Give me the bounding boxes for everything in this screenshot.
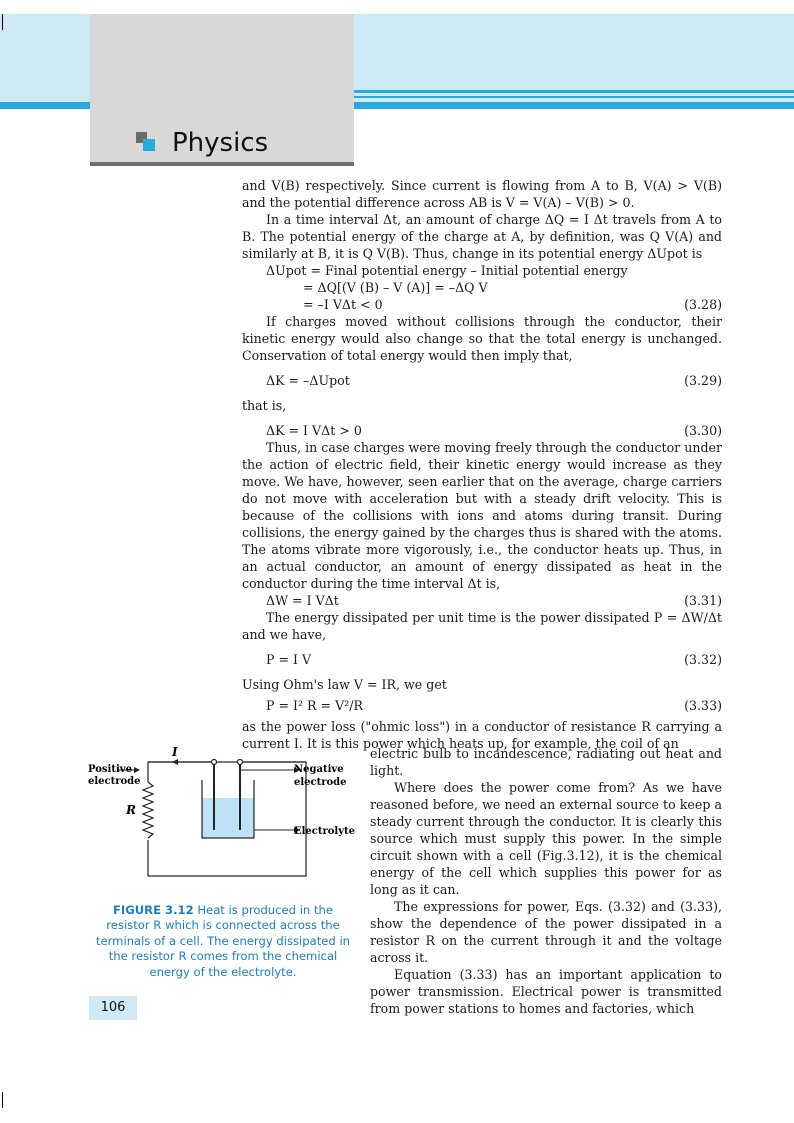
- current-arrow-icon: [172, 759, 178, 765]
- paragraph: electric bulb to incandescence, radiating out heat and light.: [370, 746, 722, 778]
- current-label: I: [172, 745, 178, 759]
- body-text: [242, 177, 722, 752]
- paragraph: The energy dissipated per unit time is the power dissipated P = ΔW/Δt and we have,: [242, 610, 722, 642]
- paragraph: as the power loss ("ohmic loss") in a conductor of resistance R carrying a current I. It is this power which heats up, for example, the coil of an: [242, 719, 722, 751]
- equation: [242, 592, 722, 609]
- figure-caption-text: Heat is produced in the resistor R which is connected across the terminals of a cell. The energy dissipated in the resistor R comes from the chemical energy of the electrolyte.: [95, 903, 351, 979]
- paragraph: that is,: [242, 398, 287, 413]
- equation: [242, 422, 722, 439]
- equation-number: (3.28): [684, 297, 722, 312]
- equation: [242, 279, 722, 296]
- equation-text: = –I VΔt < 0: [303, 297, 383, 312]
- paragraph: The expressions for power, Eqs. (3.32) and (3.33), show the dependence of the power dissipated in a resistor R on the current through it and the voltage across it.: [370, 899, 722, 965]
- equation-number: (3.29): [684, 373, 722, 388]
- electrolyte-label: Electrolyte: [294, 826, 356, 837]
- positive-label: Positive: [88, 764, 132, 775]
- equation-number: (3.31): [684, 593, 722, 608]
- header-rule: [90, 162, 354, 166]
- equation-number: (3.30): [684, 423, 722, 438]
- equation-number: (3.32): [684, 652, 722, 667]
- equation-text: ΔK = I VΔt > 0: [266, 423, 362, 438]
- paragraph: Equation (3.33) has an important application to power transmission. Electrical power is transmitted from power stations to homes and factories, which: [370, 967, 722, 1016]
- header-stripe: [354, 90, 794, 93]
- equation-text: P = I² R = V²/R: [266, 698, 363, 713]
- paragraph: Using Ohm's law V = IR, we get: [242, 677, 447, 692]
- page-number: 106: [89, 996, 137, 1020]
- subject-logo-icon: [136, 132, 156, 152]
- equation-number: (3.33): [684, 698, 722, 713]
- figure-caption-label: FIGURE 3.12: [113, 903, 194, 917]
- paragraph: and V(B) respectively. Since current is flowing from A to B, V(A) > V(B) and the potential difference across AB is V = V(A) – V(B) > 0.: [242, 178, 722, 210]
- equation: [242, 262, 722, 279]
- positive-label: electrode: [88, 776, 141, 787]
- header-stripe: [354, 96, 794, 98]
- equation: [242, 697, 722, 714]
- electrolyte: [202, 798, 254, 838]
- paragraph: In a time interval Δt, an amount of charge ΔQ = I Δt travels from A to B. The potential energy of the charge at A, by definition, was Q V(A) and similarly at B, it is Q V(B). Thus, change in its potential energy ΔUpot is: [242, 212, 722, 261]
- paragraph: If charges moved without collisions through the conductor, their kinetic energy would also change so that the total energy is unchanged. Conservation of total energy would then imply that,: [242, 314, 722, 363]
- equation-text: P = I V: [266, 652, 312, 667]
- equation-text: ΔUpot = Final potential energy – Initial potential energy: [266, 263, 628, 278]
- equation: [242, 296, 722, 313]
- equation-text: ΔK = –ΔUpot: [266, 373, 350, 388]
- crop-mark: [2, 14, 3, 30]
- negative-label: Negative: [294, 764, 344, 775]
- equation-text: = ΔQ[(V (B) – V (A)] = –ΔQ V: [303, 280, 488, 295]
- negative-label: electrode: [294, 777, 347, 788]
- body-text-column: [370, 745, 722, 1017]
- resistor-label: R: [126, 803, 136, 817]
- figure-caption: [94, 903, 352, 980]
- paragraph: Thus, in case charges were moving freely through the conductor under the action of electric field, their kinetic energy would increase as they move. We have, however, seen earlier that on the average, charge carriers do not move with acceleration but with a steady drift velocity. This is because of the collisions with ions and atoms during transit. During collisions, the energy gained by the charges thus is shared with the atoms. The atoms vibrate more vigorously, i.e., the conductor heats up. Thus, in an actual conductor, an amount of energy dissipated as heat in the conductor during the time interval Δt is,: [242, 440, 722, 591]
- equation: [242, 372, 722, 389]
- equation: [242, 651, 722, 668]
- page-title: Physics: [172, 128, 269, 158]
- equation-text: ΔW = I VΔt: [266, 593, 339, 608]
- paragraph: Where does the power come from? As we have reasoned before, we need an external source to keep a steady current through the conductor. It is clearly this source which must supply this power. In the simple circuit shown with a cell (Fig.3.12), it is the chemical energy of the cell which supplies this power for as long as it can.: [370, 780, 722, 897]
- crop-mark: [2, 1092, 3, 1108]
